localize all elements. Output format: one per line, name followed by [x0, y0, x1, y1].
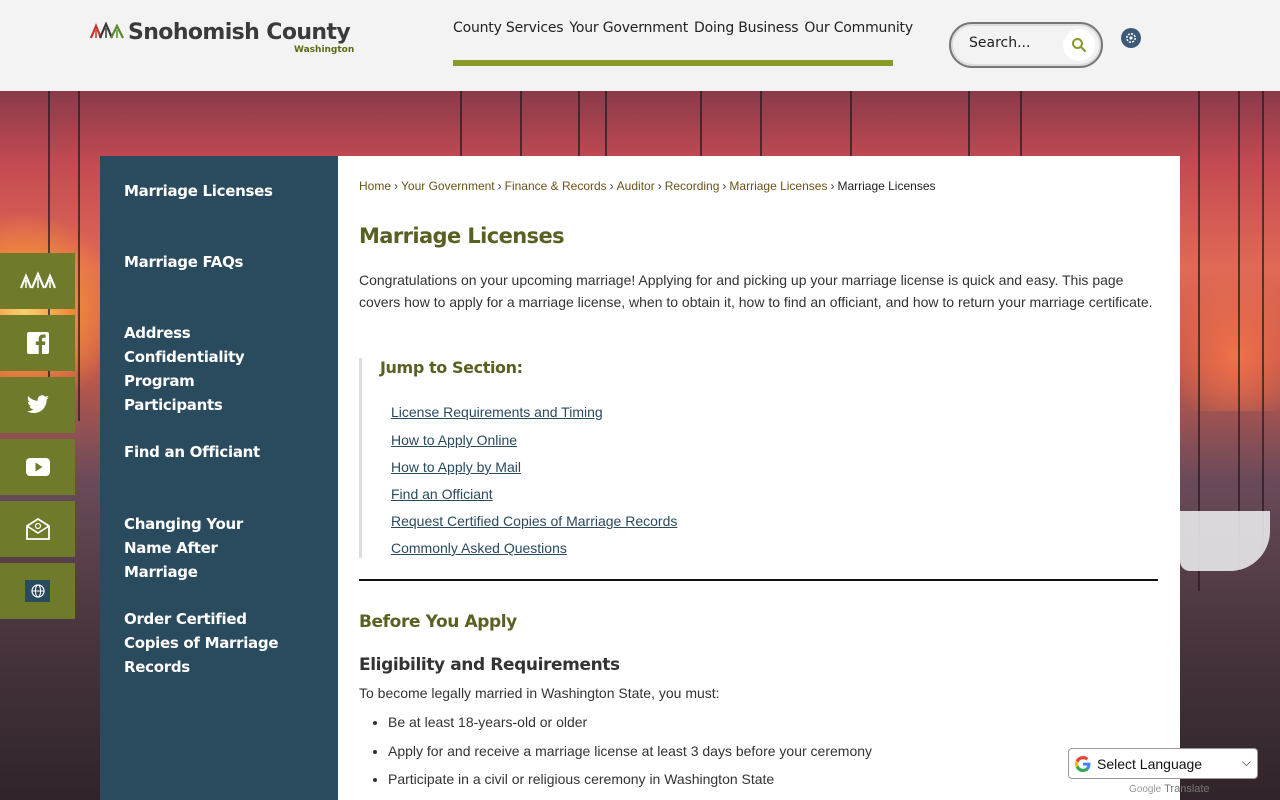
email-link[interactable]: [0, 501, 75, 557]
sidebar-item-marriage-licenses[interactable]: Marriage Licenses: [124, 182, 273, 200]
nav-accent-bar: [453, 60, 893, 66]
logo-name: Snohomish County: [128, 20, 351, 45]
twitter-icon: [26, 395, 50, 415]
section-divider: [359, 579, 1158, 581]
logo-subtitle: Washington: [294, 45, 355, 55]
mast: [78, 91, 80, 421]
breadcrumb-separator: ›: [394, 179, 399, 193]
jump-link-apply-online[interactable]: How to Apply Online: [391, 432, 518, 448]
breadcrumb-auditor[interactable]: Auditor: [616, 179, 655, 193]
translate-link[interactable]: Translate: [1164, 783, 1210, 795]
mast: [1238, 91, 1240, 571]
nav-doing-business[interactable]: Doing Business: [694, 20, 799, 36]
youtube-icon: [26, 457, 50, 477]
search-button[interactable]: [1063, 29, 1095, 61]
eligibility-intro: To become legally married in Washington State, you must:: [359, 685, 720, 701]
mast: [1262, 91, 1264, 551]
jump-link-find-officiant[interactable]: Find an Officiant: [391, 486, 493, 502]
twitter-link[interactable]: [0, 377, 75, 433]
google-g-icon: [1074, 755, 1092, 773]
globe-icon: [31, 584, 45, 598]
search-icon: [1071, 37, 1087, 53]
sidebar-item-order-copies[interactable]: Order Certified Copies of Marriage Records: [124, 610, 279, 676]
breadcrumb-your-government[interactable]: Your Government: [401, 179, 495, 193]
language-select[interactable]: [1068, 748, 1258, 779]
language-select-label: Select Language: [1097, 756, 1203, 772]
nav-your-government[interactable]: Your Government: [569, 20, 689, 36]
settings-button[interactable]: [1121, 28, 1141, 48]
breadcrumb-home[interactable]: Home: [359, 179, 392, 193]
jump-link-certified-copies[interactable]: Request Certified Copies of Marriage Records: [391, 513, 678, 529]
breadcrumb-current: Marriage Licenses: [837, 179, 936, 193]
nav-county-services[interactable]: County Services: [453, 20, 564, 36]
sidebar-item-find-officiant[interactable]: Find an Officiant: [124, 443, 260, 461]
social-sidebar: [0, 253, 75, 625]
globe-badge: [25, 580, 50, 602]
county-logo-icon: [90, 22, 124, 40]
breadcrumb: [359, 179, 936, 193]
breadcrumb-recording[interactable]: Recording: [664, 179, 720, 193]
list-item: • Be at least 18-years-old or older: [388, 712, 872, 732]
jump-link-apply-mail[interactable]: How to Apply by Mail: [391, 459, 521, 475]
top-navigation: [453, 20, 913, 66]
sailboat: [1180, 511, 1270, 571]
county-logo-icon: [19, 271, 57, 291]
nav-our-community[interactable]: Our Community: [804, 20, 913, 36]
breadcrumb-marriage-licenses[interactable]: Marriage Licenses: [729, 179, 828, 193]
breadcrumb-separator: ›: [497, 179, 502, 193]
google-brand: Google: [1129, 784, 1162, 795]
facebook-link[interactable]: [0, 315, 75, 371]
search-box: [949, 22, 1103, 68]
main-content: [338, 156, 1180, 800]
mast: [520, 91, 522, 166]
breadcrumb-separator: ›: [830, 179, 835, 193]
powered-by-google: [1129, 783, 1210, 795]
list-item: • Participate in a civil or religious ceremony in Washington State: [388, 769, 872, 789]
breadcrumb-finance-records[interactable]: Finance & Records: [504, 179, 607, 193]
search-input[interactable]: [969, 35, 1059, 51]
intro-paragraph: Congratulations on your upcoming marriage! Applying for and picking up your marriage license is quick and easy. This page covers how to apply for a marriage license, when to obtain it, how to find an officiant, and how to return your marriage certificate.: [359, 272, 1153, 310]
county-logo[interactable]: [90, 18, 360, 58]
page-title: Marriage Licenses: [359, 224, 564, 248]
county-home-link[interactable]: [0, 253, 75, 309]
jump-link-requirements[interactable]: License Requirements and Timing: [391, 404, 603, 420]
sidebar-item-changing-name[interactable]: Changing Your Name After Marriage: [124, 515, 243, 581]
before-you-apply-heading: Before You Apply: [359, 612, 517, 632]
chevron-down-icon: ⌵: [1241, 755, 1251, 769]
site-header: [0, 0, 1280, 91]
eligibility-heading: Eligibility and Requirements: [359, 655, 620, 675]
list-item: • Apply for and receive a marriage license at least 3 days before your ceremony: [388, 741, 872, 761]
mast: [850, 91, 852, 161]
sidebar-item-marriage-faqs[interactable]: Marriage FAQs: [124, 253, 244, 271]
facebook-icon: [27, 332, 49, 354]
language-link[interactable]: [0, 563, 75, 619]
breadcrumb-separator: ›: [722, 179, 727, 193]
breadcrumb-separator: ›: [657, 179, 662, 193]
requirements-list: [359, 712, 872, 798]
section-sidebar: [100, 156, 338, 800]
jump-to-section: [359, 358, 762, 558]
sidebar-item-address-confidentiality[interactable]: Address Confidentiality Program Participants: [124, 324, 245, 414]
email-icon: [26, 518, 50, 540]
breadcrumb-separator: ›: [609, 179, 614, 193]
youtube-link[interactable]: [0, 439, 75, 495]
jump-heading: Jump to Section:: [380, 358, 523, 377]
gear-icon: [1124, 31, 1138, 45]
jump-link-faq[interactable]: Commonly Asked Questions: [391, 540, 567, 556]
